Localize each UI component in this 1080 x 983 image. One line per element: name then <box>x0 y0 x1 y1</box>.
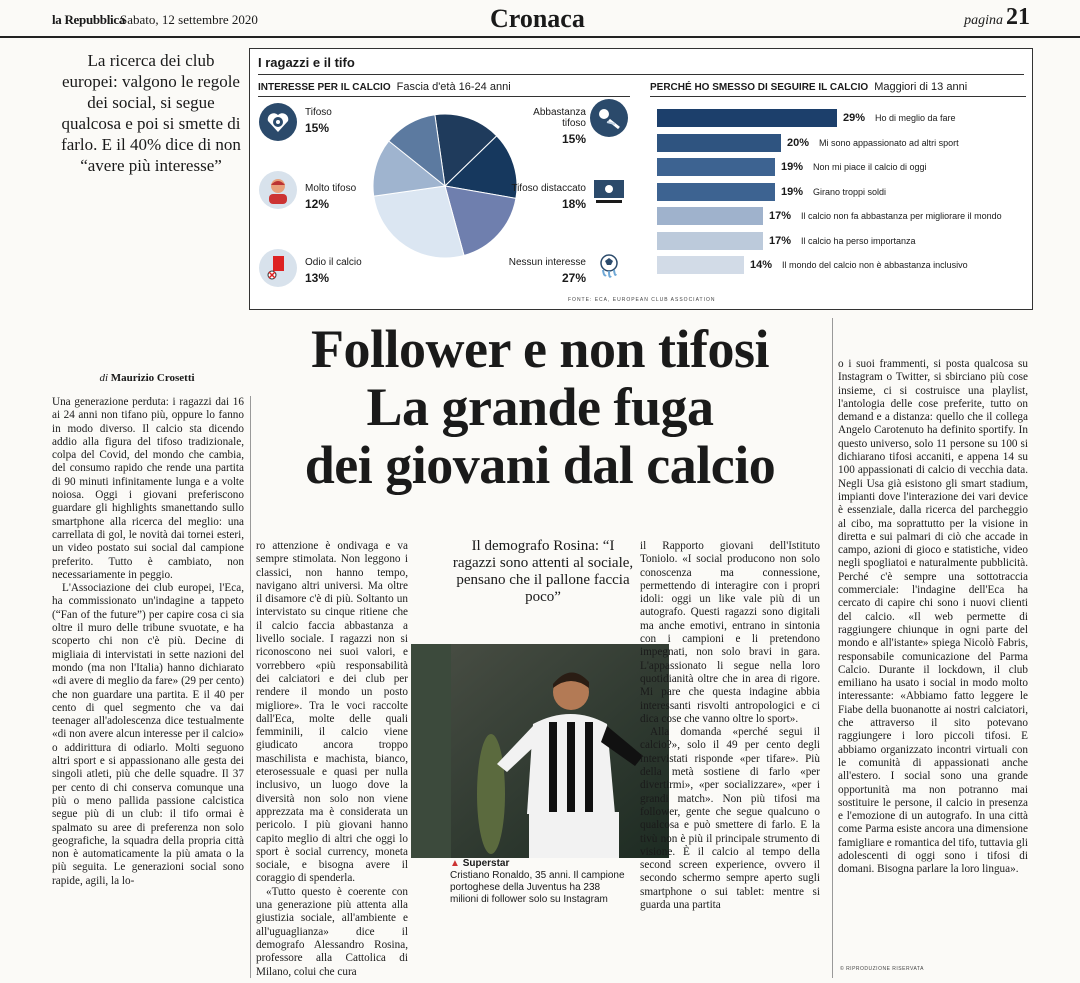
issue-date: Sabato, 12 settembre 2020 <box>120 12 258 27</box>
pie-label-nessun-interesse: Nessun interesse 27% <box>508 257 586 285</box>
bar-value-label: 17% <box>769 210 792 222</box>
paragraph: L'Associazione dei club europei, l'Eca, ha commissionato un'indagine a tappeto (“Fan of the future”) per capire cosa ci sia oltre il muro delle tribune svuotate, e ha scoperto chi non c'è più. Decine di migliaia di intervistati in sette nazioni del mondo (ma non l'Italia) hanno dichiarato «di avere di meglio da fare» (29 per cento) che non guardare una partita. E il 40 per cento di quel segmento che va dai teenager all'adolescenza dice testualmente «di non avere alcun interesse per il calcio» o addirittura di odiarlo. Molti seguono altri sport e si appassionano alle gesta dei singoli atleti, più che delle squadre. Il 37 per cento di chi conserva comunque una più o meno pallida passione calcistica segue più di un club: il tifo ormai è spalmato su aree di preferenza non solo geografiche, la squadra della propria città non è automaticamente la più amata o la più seguita. Le generazioni social sono rapide, agili, la lo- <box>52 582 244 887</box>
heart-football-icon <box>259 103 297 141</box>
section-title: Cronaca <box>490 4 585 33</box>
bar <box>657 134 781 152</box>
pie-chart <box>370 111 520 261</box>
bar <box>657 256 744 274</box>
bar-category-label: Mi sono appassionato ad altri sport <box>819 137 959 148</box>
bar-category-label: Il mondo del calcio non è abbastanza inclusivo <box>782 260 968 270</box>
bar-value-label: 29% <box>843 112 866 124</box>
pie-label-odio-il-calcio: Odio il calcio 13% <box>305 257 362 285</box>
bar <box>657 109 837 127</box>
paragraph: Alla domanda «perché segui il calcio?», solo il 49 per cento degli intervistati risponde «per tifare». Più della metà sostiene di farlo «per divertirmi», «per socializzare», «per i grandi match». Non più tifosi ma follower, gente che segue qualcuno o qualcosa e può smettere di farlo. E la tivù non è più il principale strumento di visione. È il calcio al tempo della second screen experience, ovvero il secondo schermo sempre aperto sugli smartphone o sui tablet: mentre si guarda una partita <box>640 726 820 912</box>
melting-ball-icon <box>590 247 628 285</box>
bar-category-label: Girano troppi soldi <box>813 186 887 197</box>
infographic <box>249 48 1033 310</box>
article-column-3 <box>640 540 820 912</box>
pull-quote: Il demografo Rosina: “I ragazzi sono attenti al sociale, pensano che il pallone faccia poco” <box>452 538 634 605</box>
bar <box>657 183 775 201</box>
bar <box>657 158 775 176</box>
page-number: pagina 21 <box>964 4 1030 30</box>
ronaldo-photo <box>411 644 669 858</box>
kick-ball-icon <box>590 99 628 137</box>
headline: Follower e non tifosi La grande fuga dei giovani dal calcio <box>304 319 776 495</box>
bar <box>657 207 763 225</box>
pie-label-tifoso: Tifoso 15% <box>305 107 332 135</box>
paragraph: ro attenzione è ondivaga e va sempre stimolata. Non leggono i classici, non hanno tempo, navigano altri universi. Ma oltre il disamore c'è di più. Soltanto un intervistato su cinque ritiene che il calcio faccia abbastanza a livello sociale. I ragazzi non si riconoscono nei suoi valori, e vorrebbero «più responsabilità dei calciatori e dei club per rendere il mondo un posto migliore». Tra le voci raccolte dall'Eca, molte delle quali femminili, il calcio viene giudicato ancora troppo maschilista e machista, bianco, eterosessuale e quasi per nulla inclusivo, un luogo dove la diversità non solo non viene apprezzata ma è considerata un pericolo. I più giovani hanno capito meglio di altri che oggi lo sport è social currency, moneta sociale, e bisogna avere il coraggio di spenderla. <box>256 540 408 885</box>
bar-category-label: Non mi piace il calcio di oggi <box>813 162 927 172</box>
paragraph: «Tutto questo è coerente con una generazione più attenta alla giustizia sociale, all'ambiente e all'uguaglianza» dice il demografo Alessandro Rosina, professore alla Cattolica di Milano, colui che cura <box>256 885 408 978</box>
bar-value-label: 19% <box>781 161 804 173</box>
article-column-4 <box>838 358 1028 877</box>
bar-category-label: Il calcio non fa abbastanza per migliorare il mondo <box>801 211 1002 221</box>
red-card-icon <box>259 249 297 287</box>
tv-screen-icon <box>590 173 628 211</box>
chart-source: FONTE: ECA, EUROPEAN CLUB ASSOCIATION <box>568 297 716 303</box>
paragraph: o i suoi frammenti, si posta qualcosa su Instagram o Twitter, si sbirciano più cose insieme, ci si costruisce una playlist, l'antologia delle cose preferite, tutto on demand e a distanza: quello che il collega Angelo Carotenuto ha definito sportify. In questo universo, solo 11 persone su 100 si dichiarano tifosi accaniti, e appena 14 su 100 appassionati di calcio di vecchia data. Negli Usa già esistono gli smart stadium, impianti dove l'interazione dei vari device è essenziale, dalla ricerca del parcheggio al cibo, ma soprattutto per la visione in diretta e sui palmari di ciò che accade in campo, azioni di gioco e statistiche, video negli spogliatoi e naturalmente pubblicità. Perché c'è sempre una sottotraccia commerciale: l'indagine dell'Eca ha cercato di capire chi sono i nuovi clienti del calcio. «Il web permette di raggiungere chiunque in ogni parte del mondo e all'istante» spiega Nicolò Fabris, responsabile comunicazione del Parma Calcio. Durante il lockdown, il club emiliano ha usato i social in modo molto interessante: «Abbiamo fatto leggere le Fiabe della buonanotte ai nostri calciatori, che attraverso il sito potevano raggiungere i loro piccoli tifosi. E abbiamo organizzato incontri virtuali con le comunità di appassionati anche all'estero. I social sono una grande opportunità ma non potranno mai sostituire le persone, il calcio in presenza e l'emozione di un autografo. In una città come Parma esiste ancora una dimensione famigliare e romantica del tifo, tuttavia gli adolescenti di oggi sono i tifosi di domani. Bisogna parlare la loro lingua». <box>838 358 1028 876</box>
copyright-notice: © RIPRODUZIONE RISERVATA <box>840 966 924 972</box>
pie-label-molto-tifoso: Molto tifoso 12% <box>305 183 357 211</box>
article-column-1 <box>52 396 244 888</box>
paragraph: il Rapporto giovani dell'Istituto Toniolo. «I social producono non solo conoscenza ma connessione, permettendo di interagire con i propri idoli: oggi un like vale più di un autografo. Questi ragazzi sono digitali ma anche emotivi, entrano in sintonia con i campioni e li pretendono impegnati, non solo bravi in gara. L'appassionato li segue nella loro quotidianità oltre che in area di rigore. Mi pare che questa indagine abbia interessanti risvolti antropologici e ci dica cose che vanno oltre lo sport». <box>640 540 820 725</box>
pie-subtitle: INTERESSE PER IL CALCIO Fascia d'età 16-24 anni <box>258 81 511 93</box>
pie-label-tifoso-distaccato: Tifoso distaccato 18% <box>511 183 586 211</box>
pie-label-abbastanza-tifoso: Abbastanza tifoso 15% <box>533 107 586 146</box>
paragraph: Una generazione perduta: i ragazzi dai 16 ai 24 anni non tifano più, oppure lo fanno in modo diverso. Il calcio sta dicendo addio alla figura del tifoso tradizionale, colpa del Covid, del mondo che cambia, del consumo rapido che rende una partita di 90 minuti infinitamente lunga e a volte noiosa. Oggi i giovani preferiscono guardare gli highlights smanettando sullo smartphone alla ricerca del meglio: una carrellata di gol, le novità dai tornei esteri, un video postato sui social dal campione preferito. Tutto è cambiato, non necessariamente in peggio. <box>52 396 244 581</box>
article-summary: La ricerca dei club europei: valgono le regole dei social, si segue qualcosa e poi si smette di farlo. E il 40% dice di non “avere più interesse” <box>61 51 241 175</box>
bar <box>657 232 763 250</box>
bar-category-label: Ho di meglio da fare <box>875 113 956 123</box>
masthead: la Repubblica <box>52 12 126 27</box>
bar-value-label: 14% <box>750 259 773 271</box>
bar-value-label: 17% <box>769 234 792 247</box>
photo-caption: ▲ Superstar Cristiano Ronaldo, 35 anni. Il campione portoghese della Juventus ha 238 milioni di follower solo su Instagram <box>450 858 625 905</box>
bar-subtitle: PERCHÉ HO SMESSO DI SEGUIRE IL CALCIO Maggiori di 13 anni <box>650 81 968 93</box>
article-column-2 <box>256 540 408 979</box>
fan-face-icon <box>259 171 297 209</box>
page-header <box>0 0 1080 38</box>
bar-value-label: 19% <box>781 185 804 198</box>
bar-category-label: Il calcio ha perso importanza <box>801 235 916 246</box>
bar-value-label: 20% <box>787 136 810 149</box>
byline: di Maurizio Crosetti <box>99 372 195 384</box>
infographic-title: I ragazzi e il tifo <box>258 55 355 70</box>
